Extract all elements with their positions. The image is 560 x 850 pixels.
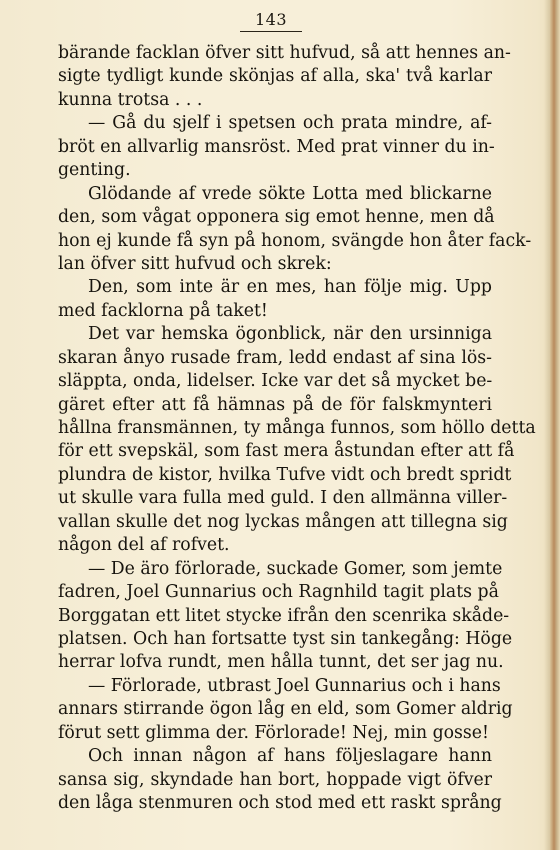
body-text	[58, 42, 536, 815]
text-line: sansa sig, skyndade han bort, hoppade vigt öfver	[58, 769, 492, 790]
text-line: platsen. Och han fortsatte tyst sin tankegång: Höge	[58, 628, 513, 649]
text-line: bärande facklan öfver sitt hufvud, så att hennes an-	[58, 43, 511, 63]
text-line: herrar lofva rundt, men hålla tunnt, det ser jag nu.	[58, 652, 504, 673]
header-rule	[240, 31, 302, 32]
text-line: ut skulle vara fulla med guld. I den allmänna viller-	[58, 488, 508, 509]
text-line: Det var hemska ögonblick, när den ursinniga	[88, 324, 492, 345]
text-line: genting.	[58, 160, 131, 181]
text-line: den, som vågat opponera sig emot henne, men då	[58, 207, 495, 228]
text-line: förut sett glimma der. Förlorade! Nej, min gosse!	[58, 722, 489, 743]
text-line: Borggatan ett litet stycke ifrån den scenrika skåde-	[58, 605, 510, 626]
page-number: 143	[254, 10, 288, 29]
text-line: sigte tydligt kunde skönjas af alla, ska' två karlar	[58, 66, 492, 87]
text-line: — De äro förlorade, suckade Gomer, som jemte	[88, 558, 503, 579]
text-line: någon del af rofvet.	[58, 535, 230, 556]
text-line: — Gå du sjelf i spetsen och prata mindre, af-	[88, 113, 492, 134]
text-line: annars stirrande ögon låg en eld, som Gomer aldrig	[58, 699, 513, 720]
text-line: — Förlorade, utbrast Joel Gunnarius och i hans	[88, 675, 501, 696]
text-line: hållna fransmännen, ty många funnos, som höllo detta	[58, 418, 536, 438]
text-line: för ett svepskäl, som fast mera åstundan efter att få	[58, 441, 515, 462]
text-line: Den, som inte är en mes, han följe mig. Upp	[88, 277, 492, 298]
book-edge	[550, 0, 560, 850]
text-line: skaran ånyo rusade fram, ledd endast af sina lös-	[58, 347, 492, 368]
text-line: lan öfver sitt hufvud och skrek:	[58, 253, 332, 274]
text-line: plundra de kistor, hvilka Tufve vidt och bredt spridt	[58, 464, 512, 485]
text-line: släppta, onda, lidelser. Icke var det så mycket be-	[58, 371, 493, 392]
text-line: den låga stenmuren och stod med ett raskt språng	[58, 793, 502, 813]
text-line: Glödande af vrede sökte Lotta med blickarne	[88, 183, 492, 204]
text-line: hon ej kunde få syn på honom, svängde hon åter fack-	[58, 230, 532, 251]
text-line: bröt en allvarlig mansröst. Med prat vinner du in-	[58, 136, 495, 157]
text-line: fadren, Joel Gunnarius och Ragnhild tagit plats på	[58, 582, 499, 603]
text-line: gäret efter att få hämnas på de för falskmynteri	[58, 394, 492, 415]
text-line: Och innan någon af hans följeslagare hann	[88, 746, 492, 767]
text-line: med facklorna på taket!	[58, 300, 268, 321]
text-line: vallan skulle det nog lyckas mången att tillegna sig	[58, 511, 508, 532]
text-line: kunna trotsa . . .	[58, 89, 203, 110]
